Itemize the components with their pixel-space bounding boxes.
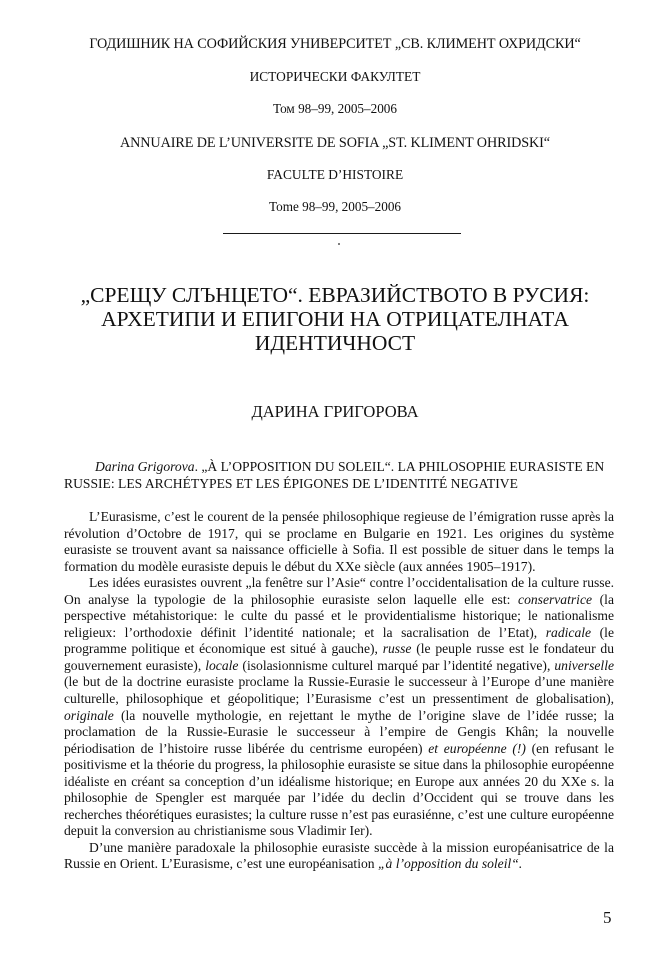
emphasized-term: universelle: [554, 657, 614, 673]
paragraph-text: (en refusant le positivisme et la théorie du progress, la philosophie eurasiste se situe dans la philosophie européenne idéaliste en créant sa conception d’un idéalisme historique; en Europe aux années 20 du XXe s. la philosophie de Spengler est marquée par l’idée du declin d’Occident qui se trouve dans les recherches théorétiques eurasistes; la culture russe n’est pas eurasiénne, c’est une culture européenne depuit la conversion au christianisme sous Vladimir Ier).: [64, 740, 615, 839]
article-title-line: „СРЕЩУ СЛЪНЦЕТО“. ЕВРАЗИЙСТВОТО В РУСИЯ:: [80, 283, 590, 307]
abstract-heading-line: [64, 458, 615, 475]
page-number: 5: [603, 908, 612, 927]
abstract-author: Darina Grigorova: [95, 459, 195, 474]
emphasized-term: conservatrice: [518, 591, 593, 607]
emphasized-term: radicale: [545, 624, 592, 640]
paragraph-text: D’une manière paradoxale la philosophie eurasiste succède à la mission européanisatrice de la Russie en Orient. L’Eurasisme, c’est une européanisation: [64, 839, 614, 872]
paragraph-text: (la nouvelle mythologie, en rejettant le mythe de l’origine slave de l’idée russe; la proclamation de la Russie-Eurasie le successeur à l’empire de Gengis Khân; la nouvelle périodisation de l’histoire russe libérée du centrisme européen): [64, 707, 614, 756]
abstract-heading: [64, 458, 615, 492]
abstract-heading-line: RUSSIE: LES ARCHÉTYPES ET LES ÉPIGONES DE L’IDENTITÉ NEGATIVE: [64, 476, 518, 491]
faculty-name-bg: ИСТОРИЧЕСКИ ФАКУЛТЕТ: [249, 69, 421, 84]
emphasized-term: originale: [64, 707, 114, 723]
article-author: ДАРИНА ГРИГОРОВА: [251, 402, 419, 421]
emphasized-term: russe: [382, 641, 412, 657]
emphasized-term: et européenne (!): [428, 740, 526, 756]
journal-title-fr: ANNUAIRE DE L’UNIVERSITE DE SOFIA „ST. KLIMENT OHRIDSKI“: [120, 135, 550, 151]
paragraph-text: (le peuple russe est le fondateur du gouvernement eurasiste),: [64, 641, 614, 673]
journal-title-bg: ГОДИШНИК НА СОФИЙСКИЯ УНИВЕРСИТЕТ „СВ. КЛИМЕНТ ОХРИДСКИ“: [89, 36, 581, 52]
paragraph-text: (le but de la doctrine eurasiste proclame la Russie-Eurasie le successeur à l’Europe d’une manière culturelle, philosophique et géopolitique; l’Eurasisme c’est un pressentiment de globalisation),: [64, 674, 614, 707]
divider-mark: [338, 243, 340, 245]
body-paragraph: [64, 575, 614, 840]
paragraph-text: (isolasionnisme culturel marqué par l’identité negative),: [238, 657, 555, 673]
article-title: [0, 283, 670, 355]
paragraph-text: Les idées eurasistes ouvrent „la fenêtre sur l’Asie“ contre l’occidentalisation de la culture russe. On analyse la typologie de la philosophie eurasiste selon laquelle elle est:: [64, 575, 614, 607]
body-paragraph: [64, 509, 614, 575]
volume-info-bg: Том 98–99, 2005–2006: [273, 101, 397, 116]
paragraph-text: (le programme politique et économique est situé à gauche),: [64, 624, 614, 657]
emphasized-term: „à l’opposition du soleil“.: [377, 856, 523, 872]
body-paragraph: [64, 840, 614, 873]
article-title-line: ИДЕНТИЧНОСТ: [254, 331, 416, 355]
emphasized-term: locale: [205, 657, 239, 673]
abstract-title-text: . „À L’OPPOSITION DU SOLEIL“. LA PHILOSOPHIE EURASISTE EN: [194, 459, 605, 474]
header-divider: [223, 233, 461, 234]
paragraph-text: L’Eurasisme, c’est le courent de la pensée philosophique regieuse de l’émigration russe après la révolution d’Octobre de 1917, qui se proclame en Bulgarie en 1921. Les origines du système eurasiste se trouvent avant sa naissance officielle à Sofia. Il est possible de situer dans le temps la formation du modèle eurasiste depuis le début du XXe siècle (aux années 1905–1917).: [64, 509, 614, 574]
abstract-body: [64, 509, 614, 873]
article-title-line: АРХЕТИПИ И ЕПИГОНИ НА ОТРИЦАТЕЛНАТА: [101, 307, 569, 331]
volume-info-fr: Tome 98–99, 2005–2006: [268, 199, 402, 214]
paragraph-text: (la perspective métahistorique: le culte du passé et le providentialisme historique; le nationalisme religieux: l’orthodoxie définit l’identité nationale; et la sacralisation de l’Etat),: [64, 591, 614, 640]
faculty-name-fr: FACULTE D’HISTOIRE: [266, 167, 404, 182]
